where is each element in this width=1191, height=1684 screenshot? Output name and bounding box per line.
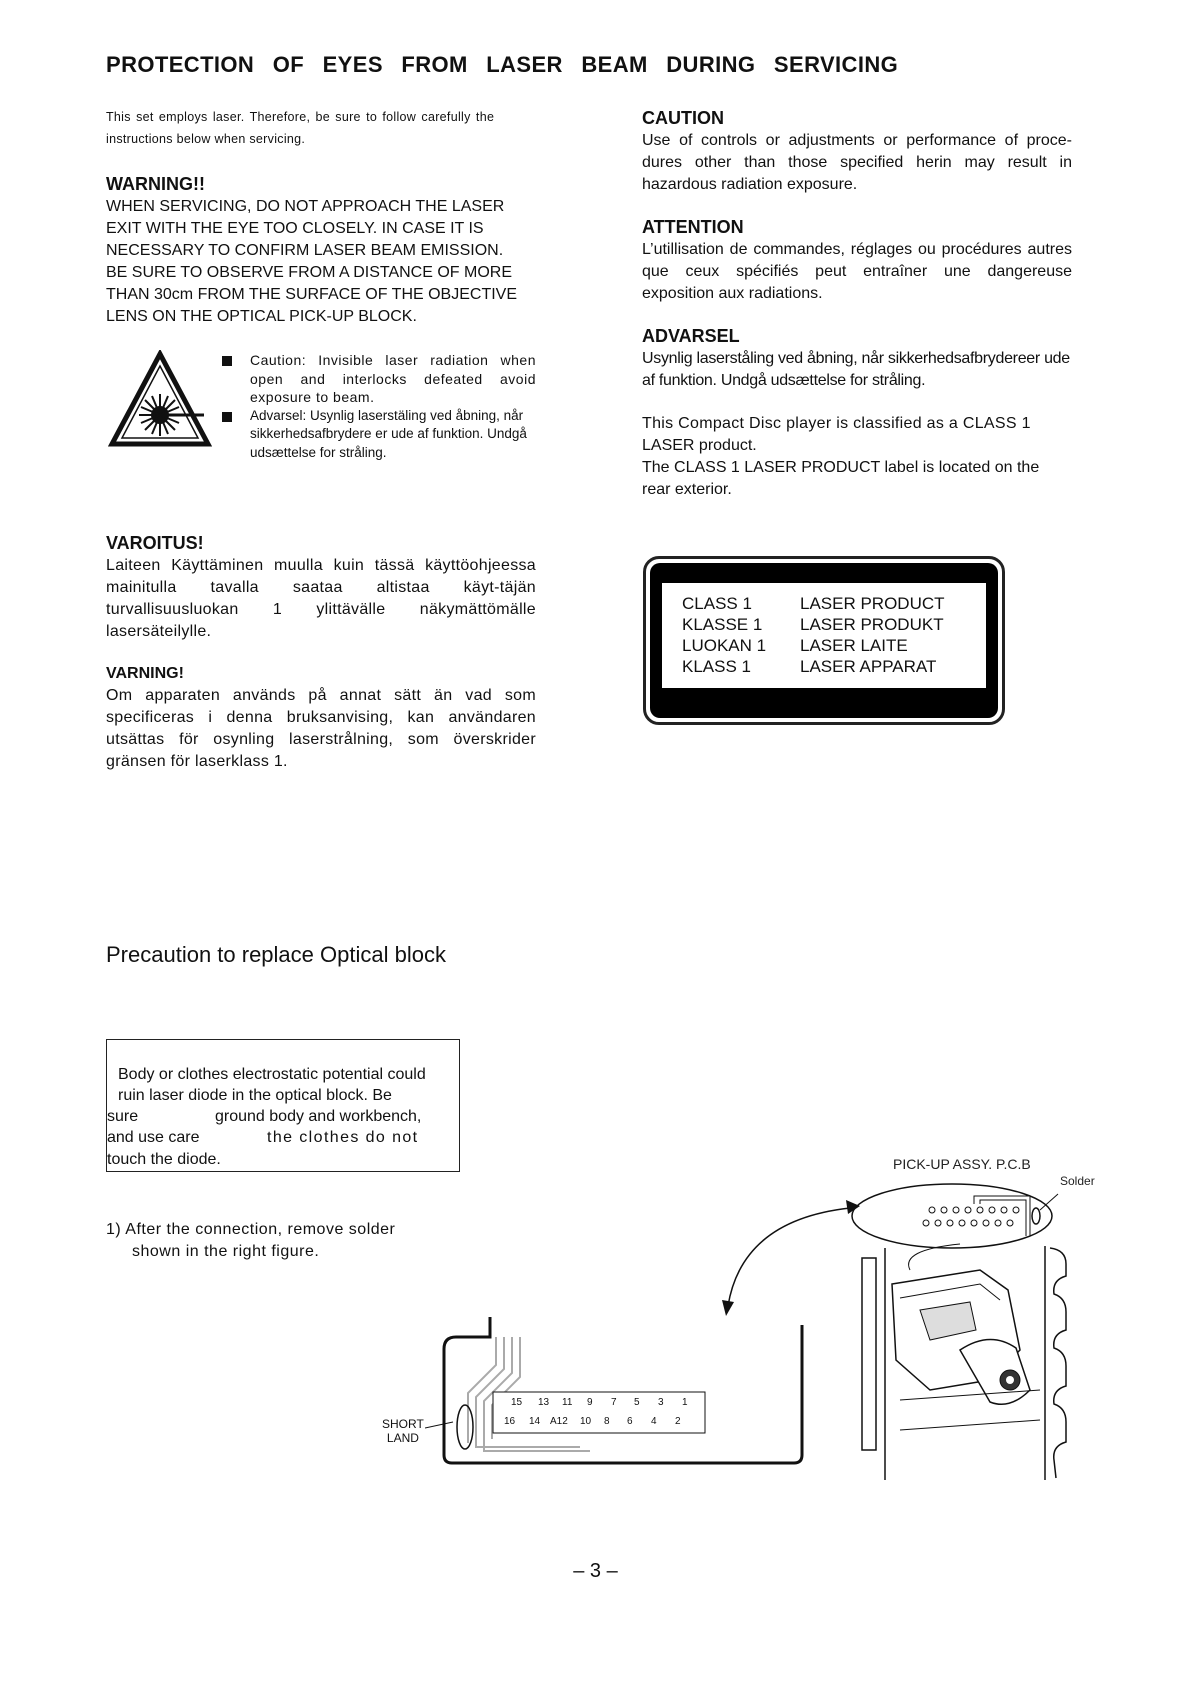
warning-line-5: THAN 30cm FROM THE SURFACE OF THE OBJECTIVE <box>106 286 518 303</box>
short-land-line-1: SHORT <box>382 1417 424 1431</box>
class-label-left: KLASSE 1 <box>682 615 763 634</box>
warning-line-6: LENS ON THE OPTICAL PICK-UP BLOCK. <box>106 308 417 325</box>
caution-text: Use of controls or adjustments or performance of proce-dures other than those specified herin may result in hazardous radiation exposure. <box>642 132 1072 193</box>
attention-text: L’utillisation de commandes, réglages ou procédures autres que ceux spécifiés peut entraîner une dangereuse exposition aux radiations. <box>642 241 1072 302</box>
pin-label: 14 <box>529 1416 541 1427</box>
pin-label: 11 <box>562 1397 573 1408</box>
pin-label: 5 <box>634 1397 640 1408</box>
pin-label: 13 <box>538 1397 550 1408</box>
warning-line-2: EXIT WITH THE EYE TOO CLOSELY. IN CASE IT IS <box>106 220 484 237</box>
pin-label: 10 <box>580 1416 592 1427</box>
class-info-line-2: LASER product. <box>642 437 757 454</box>
varoitus-heading: VAROITUS! <box>106 533 204 553</box>
page-title: PROTECTION OF EYES FROM LASER BEAM DURING SERVICING <box>106 52 899 77</box>
pin-label: 1 <box>682 1397 688 1408</box>
short-land-label <box>382 1417 424 1445</box>
intro-text <box>106 106 536 150</box>
warning-line-1: WHEN SERVICING, DO NOT APPROACH THE LASER <box>106 198 505 215</box>
pin-label: 9 <box>587 1397 593 1408</box>
class-label-right: LASER PRODUKT <box>800 615 944 634</box>
class-label-table <box>682 593 945 677</box>
page-number: – 3 – <box>573 1560 618 1582</box>
class-label-right: LASER PRODUCT <box>800 594 945 613</box>
step-1 <box>106 1219 395 1263</box>
class-info-line-3: The CLASS 1 LASER PRODUCT label is located on the <box>642 459 1040 476</box>
warning-heading: WARNING!! <box>106 174 205 194</box>
pin-label: 8 <box>604 1416 610 1427</box>
advarsel-heading: ADVARSEL <box>642 326 740 346</box>
class1-laser-label <box>643 556 1005 725</box>
advarsel-text: Usynlig laserståling ved åbning, når sikkerhedsafbrydereer ude af funktion. Undgå udsættelse for stråling. <box>642 350 1070 389</box>
pin-label: A12 <box>550 1416 568 1427</box>
bullet-square-icon <box>222 412 232 422</box>
class-label-left: CLASS 1 <box>682 594 752 613</box>
varning-heading: VARNING! <box>106 665 184 682</box>
pin-label: 7 <box>611 1397 617 1408</box>
class-info-line-1: This Compact Disc player is classified as a CLASS 1 <box>642 415 1031 432</box>
esd-line-1: Body or clothes electrostatic potential could <box>118 1066 426 1083</box>
class-label-left: LUOKAN 1 <box>682 636 767 655</box>
class-label-right: LASER LAITE <box>800 636 908 655</box>
flex-connector-figure <box>440 1315 810 1465</box>
laser-note-caution <box>222 351 536 407</box>
pin-label: 3 <box>658 1397 664 1408</box>
warning-line-3: NECESSARY TO CONFIRM LASER BEAM EMISSION. <box>106 242 504 259</box>
laser-note-caution-text: Caution: Invisible laser radiation when open and interlocks defeated avoid exposure to beam. <box>250 352 536 405</box>
esd-line-7: touch the diode. <box>107 1151 221 1168</box>
intro-line-1: This set employs laser. Therefore, be sure to follow carefully the <box>106 110 495 124</box>
class-label-right: LASER APPARAT <box>800 657 937 676</box>
laser-note-advarsel <box>222 407 536 463</box>
step-1-line-1: 1) After the connection, remove solder <box>106 1221 396 1238</box>
laser-note-advarsel-text: Advarsel: Usynlig laserstäling ved åbning, når sikkerhedsafbrydere er ude af funktion. Undgå udsættelse for stråling. <box>250 407 527 460</box>
pin-label: 16 <box>504 1416 516 1427</box>
esd-line-2: ruin laser diode in the optical block. Be <box>118 1087 392 1104</box>
connector-pin-table <box>494 1393 706 1433</box>
intro-line-2: instructions below when servicing. <box>106 132 306 146</box>
varoitus-text: Laiteen Käyttäminen muulla kuin tässä käyttöohjeessa mainitulla tavalla saataa altistaa käyt-täjän turvallisuusluokan 1 ylittävälle näkymättömälle lasersäteilylle. <box>106 557 536 640</box>
attention-heading: ATTENTION <box>642 217 744 237</box>
step-1-line-2: shown in the right figure. <box>132 1243 320 1260</box>
class-label-row <box>682 656 945 677</box>
pcb-label: PICK-UP ASSY. P.C.B <box>893 1156 1031 1172</box>
esd-line-4: ground body and workbench, <box>215 1108 422 1125</box>
class-label-left: KLASS 1 <box>682 657 751 676</box>
warning-line-4: BE SURE TO OBSERVE FROM A DISTANCE OF MORE <box>106 264 513 281</box>
esd-warning-box <box>106 1039 460 1172</box>
varning-text: Om apparaten används på annat sätt än vad som specificeras i denna bruksanvising, kan användaren utsättas för osynling laserstrålning, som överskrider gränsen för laserklass 1. <box>106 687 536 770</box>
esd-line-3: sure <box>107 1108 139 1125</box>
pickup-assembly-drawing <box>840 1180 1100 1480</box>
warning-text <box>106 196 546 328</box>
pin-label: 2 <box>675 1416 681 1427</box>
precaution-heading: Precaution to replace Optical block <box>106 942 446 967</box>
laser-notes <box>222 351 536 462</box>
esd-line-6: the clothes do not <box>267 1129 419 1146</box>
short-land-leader-line <box>425 1420 455 1432</box>
short-land-line-2: LAND <box>386 1431 419 1445</box>
pin-label: 6 <box>627 1416 633 1427</box>
class-label-row <box>682 614 945 635</box>
esd-line-5: and use care <box>107 1129 200 1146</box>
class-info-line-4: rear exterior. <box>642 481 732 498</box>
solder-label: Solder <box>1060 1174 1095 1188</box>
caution-heading: CAUTION <box>642 108 724 128</box>
laser-hazard-icon <box>108 350 212 448</box>
class-label-row <box>682 635 945 656</box>
class-info <box>642 413 1082 501</box>
pin-label: 15 <box>511 1397 523 1408</box>
pin-label: 4 <box>651 1416 657 1427</box>
class-label-row <box>682 593 945 614</box>
bullet-square-icon <box>222 356 232 366</box>
